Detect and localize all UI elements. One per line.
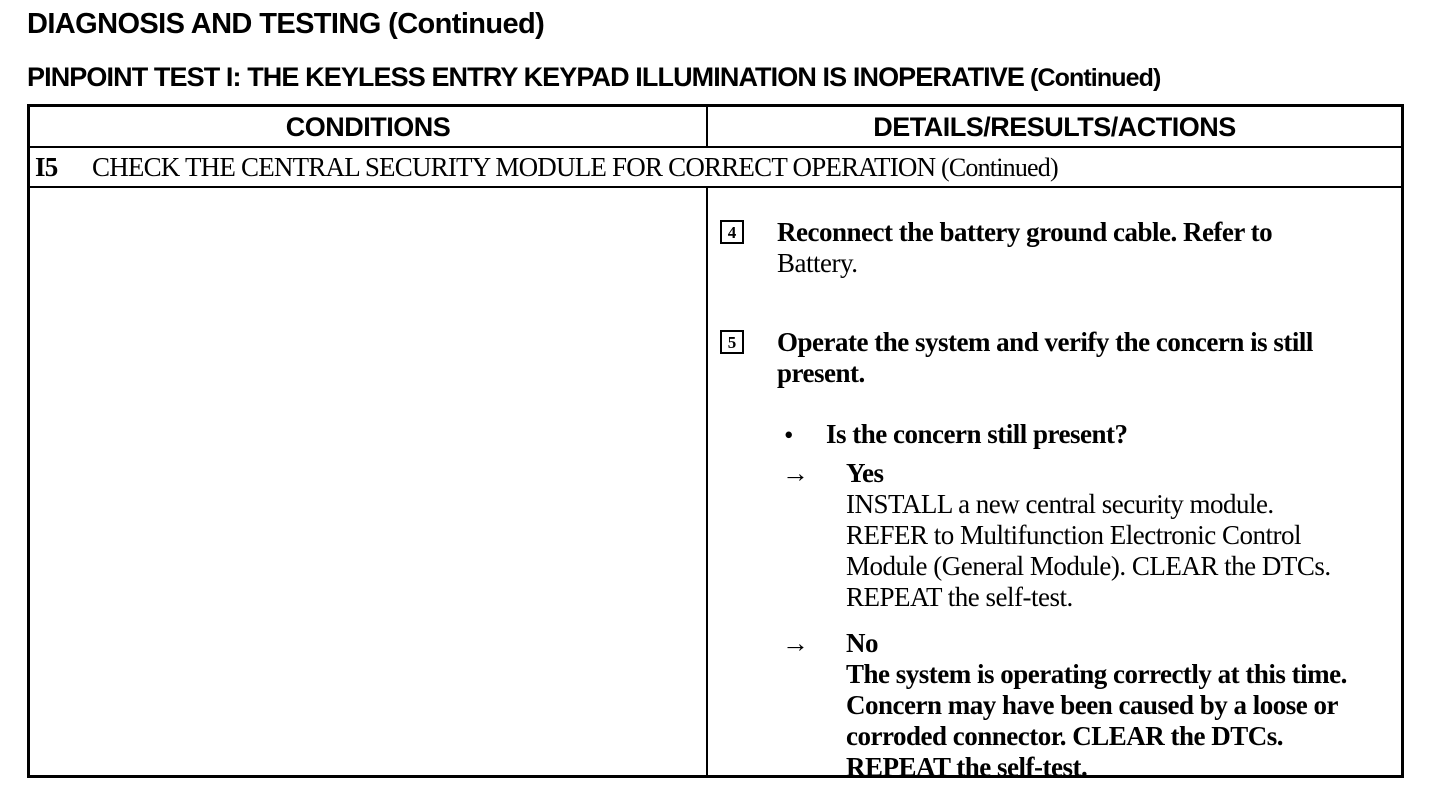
column-divider-body	[706, 188, 708, 778]
pinpoint-test-title-suffix: (Continued)	[1024, 64, 1161, 92]
result-line: The system is operating correctly at this time.	[846, 659, 1347, 689]
action-text	[777, 327, 1313, 389]
action-number-box: 4	[720, 220, 744, 244]
pinpoint-test-title	[27, 62, 1160, 93]
table-header-row	[30, 107, 1401, 148]
action-text	[777, 217, 1272, 279]
conditions-cell	[30, 188, 706, 778]
result-line: REFER to Multifunction Electronic Control	[846, 520, 1301, 550]
result-line: REPEAT the self-test.	[846, 582, 1073, 612]
step-row	[30, 148, 1401, 188]
pinpoint-test-table	[27, 104, 1404, 782]
result-line: Concern may have been caused by a loose or	[846, 690, 1338, 720]
action-number-box: 5	[720, 330, 744, 354]
result-line: INSTALL a new central security module.	[846, 489, 1274, 519]
pinpoint-test-title-main: PINPOINT TEST I: THE KEYLESS ENTRY KEYPAD ILLUMINATION IS INOPERATIVE	[27, 62, 1024, 92]
step-title	[92, 148, 1058, 187]
result-label: Yes	[846, 458, 884, 488]
step-title-text: CHECK THE CENTRAL SECURITY MODULE FOR CORRECT OPERATION	[92, 152, 936, 182]
action-line: present.	[777, 358, 865, 388]
result-line: Module (General Module). CLEAR the DTCs.	[846, 551, 1331, 581]
result-yes	[846, 458, 1331, 613]
result-line: corroded connector. CLEAR the DTCs.	[846, 721, 1283, 751]
details-column-header: DETAILS/RESULTS/ACTIONS	[873, 112, 1236, 142]
question-text: Is the concern still present?	[826, 419, 1128, 449]
action-line: Reconnect the battery ground cable. Refer to	[777, 217, 1273, 247]
arrow-right-icon: →	[782, 458, 809, 488]
result-no	[846, 628, 1347, 783]
arrow-right-icon: →	[782, 628, 809, 658]
page-title: DIAGNOSIS AND TESTING (Continued)	[27, 8, 545, 40]
result-label: No	[846, 628, 878, 658]
result-line: REPEAT the self-test.	[846, 752, 1088, 782]
column-divider	[706, 107, 708, 148]
bullet-icon: •	[784, 420, 793, 450]
action-reference: Battery.	[777, 248, 858, 278]
conditions-column-header: CONDITIONS	[285, 112, 451, 142]
action-line: Operate the system and verify the concern is still	[777, 327, 1313, 357]
step-number: I5	[35, 152, 58, 182]
step-title-suffix: (Continued)	[935, 153, 1058, 182]
